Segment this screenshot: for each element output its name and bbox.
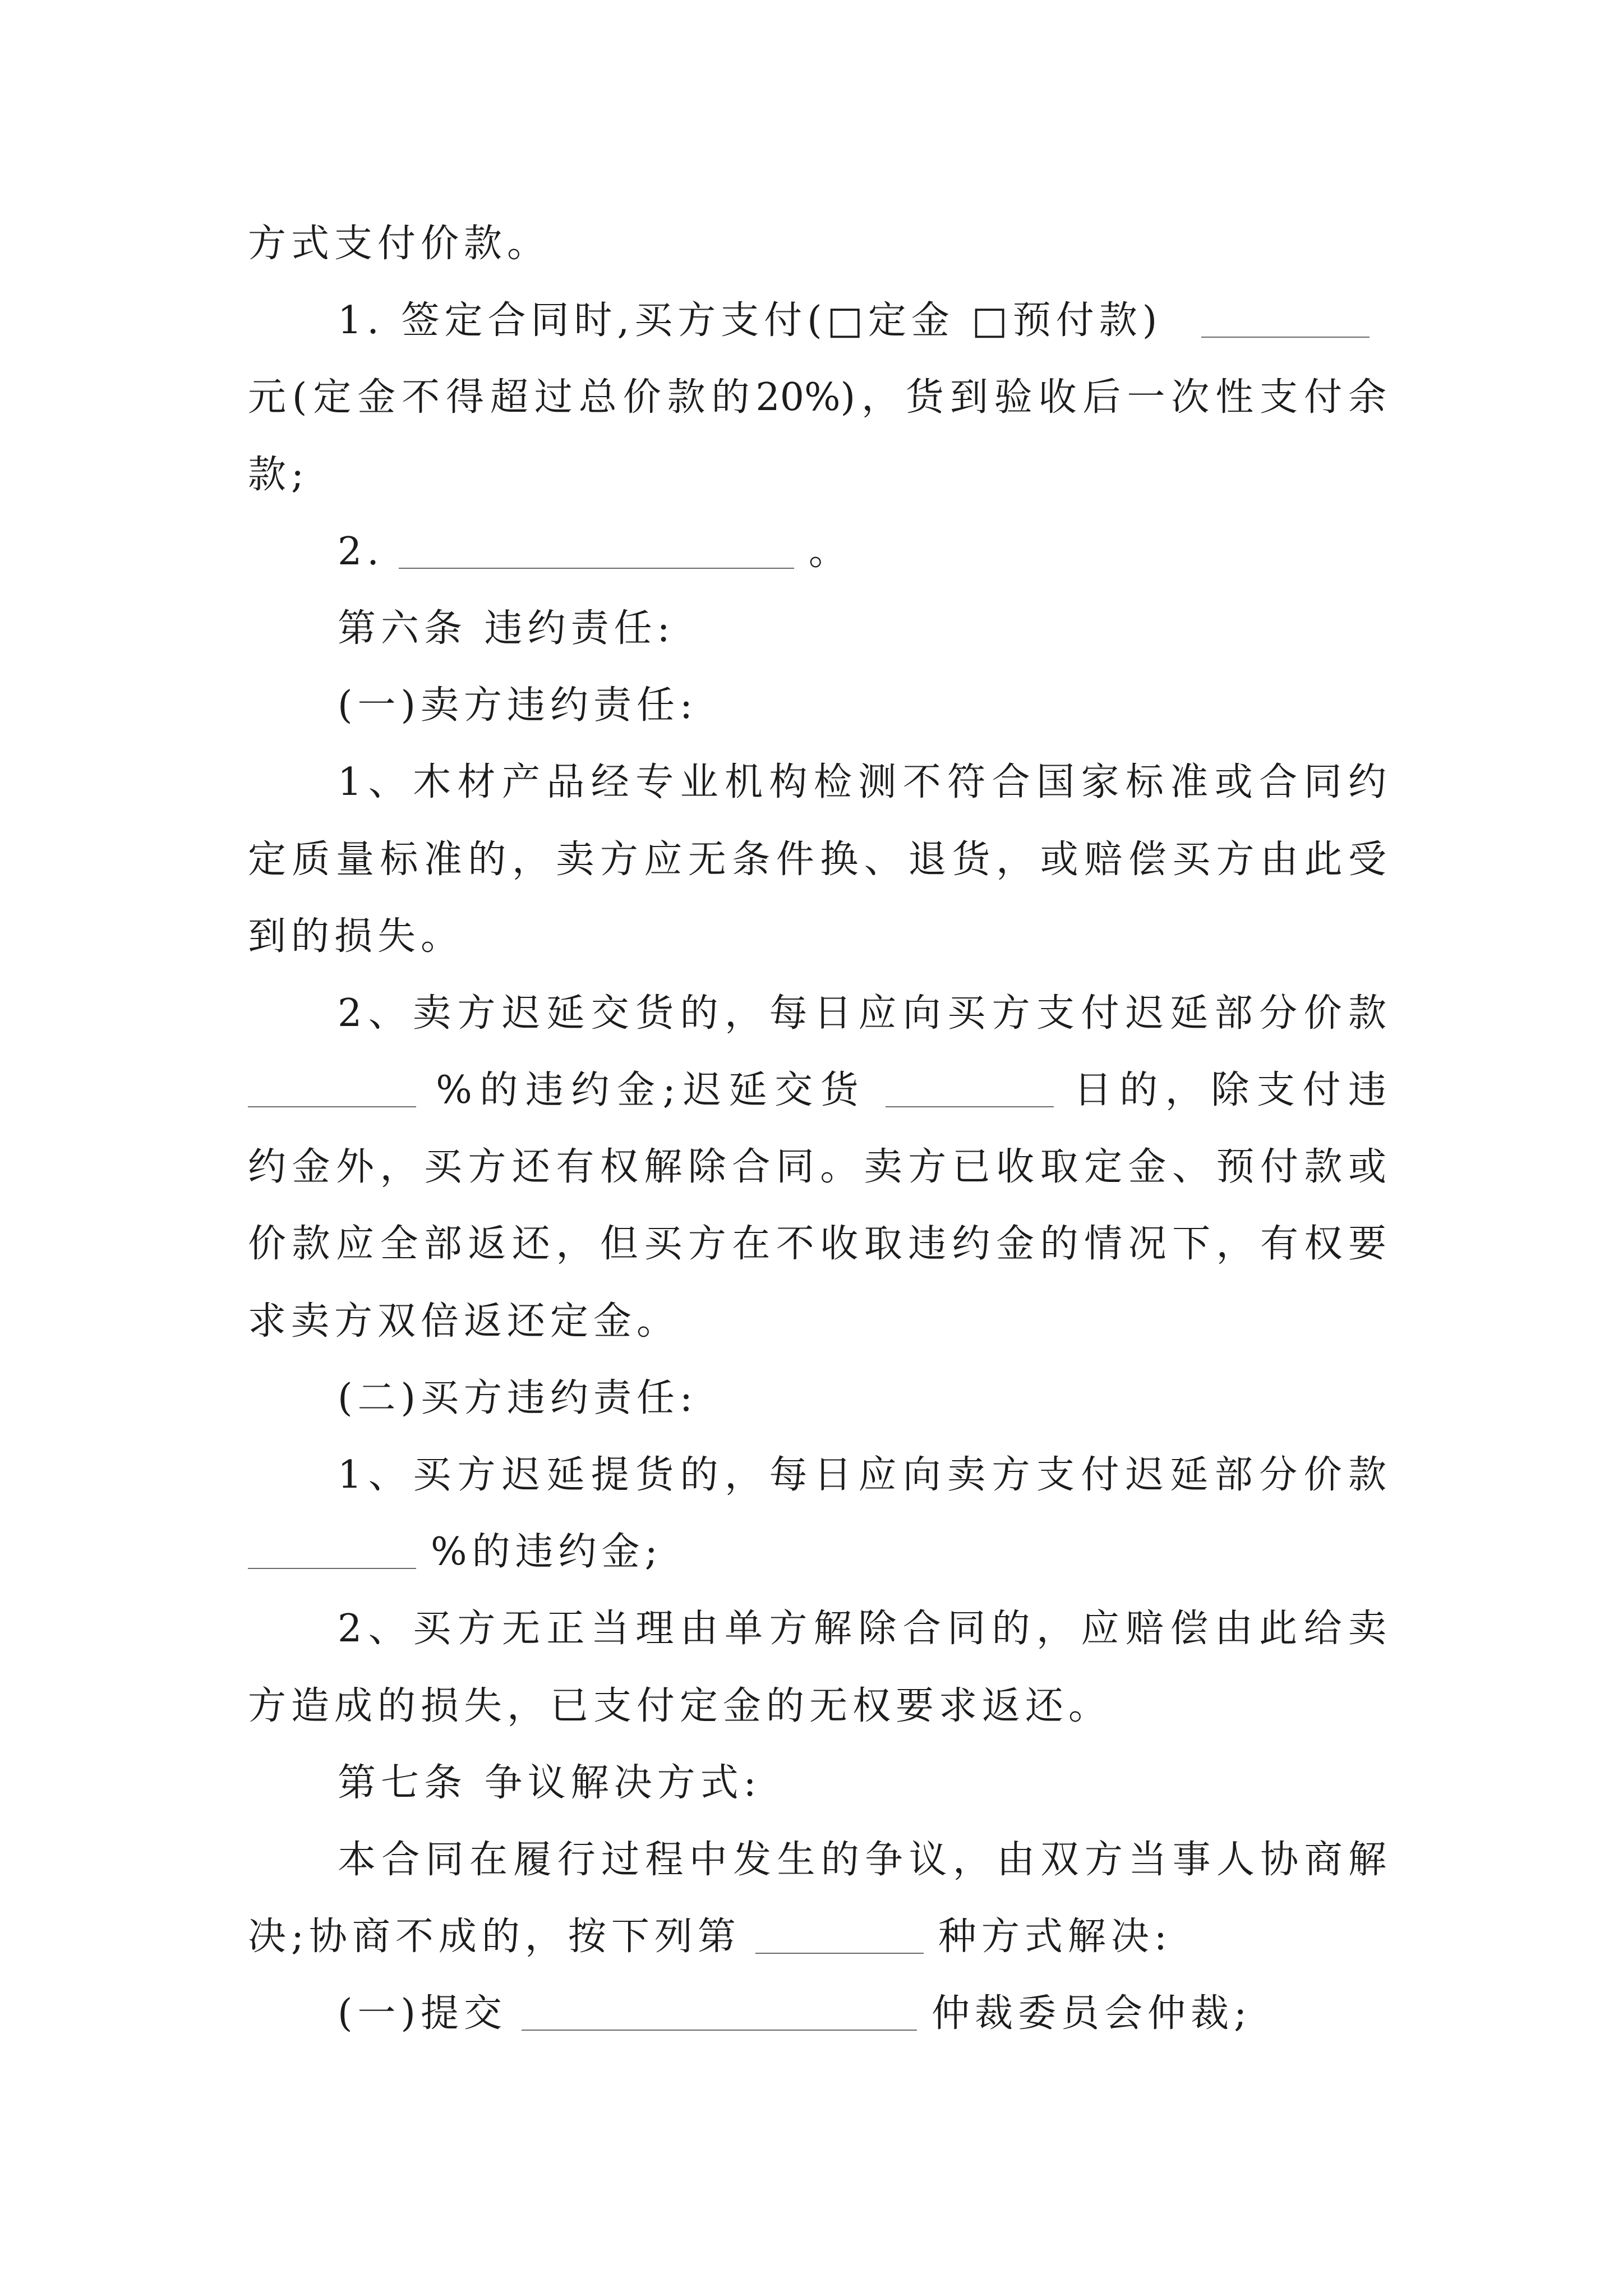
buyer-liability-heading	[248, 1360, 1386, 1437]
amount-blank	[1201, 302, 1370, 338]
article7-heading	[248, 1745, 1386, 1821]
payment-intro-text: 方式支付价款。	[248, 222, 551, 266]
seller-item1-line2	[248, 821, 1386, 898]
seller-item2-line3	[248, 1129, 1386, 1205]
seller-item1-text: 定质量标准的，卖方应无条件换、退货，或赔偿买方由此受	[248, 837, 1386, 882]
payment-item1-text: 元(定金不得超过总价款的20%)，货到验收后一次性支付余	[248, 375, 1386, 420]
article6-heading-text: 第六条 违约责任:	[338, 606, 675, 651]
article6-heading	[248, 590, 1386, 667]
payment-intro-line	[248, 205, 1386, 282]
buyer-penalty-rate-blank	[248, 1534, 416, 1569]
seller-item2-line4	[248, 1205, 1386, 1282]
delay-days-blank	[886, 1072, 1054, 1107]
arbitration-option-suffix: 仲裁委员会仲裁;	[932, 1991, 1252, 2036]
contract-text	[248, 205, 1386, 2053]
buyer-item2-text: 方造成的损失，已支付定金的无权要求返还。	[248, 1683, 1112, 1728]
buyer-item2-text: 2、买方无正当理由单方解除合同的，应赔偿由此给卖	[338, 1607, 1386, 1651]
payment-item2-end: 。	[808, 529, 852, 574]
buyer-liability-heading-text: (二)买方违约责任:	[338, 1375, 698, 1420]
seller-item2-text: 2、卖方迟延交货的，每日应向买方支付迟延部分价款	[338, 991, 1386, 1036]
buyer-item2-line1	[248, 1590, 1386, 1667]
seller-liability-heading	[248, 667, 1386, 744]
payment-item1-line3	[248, 436, 1386, 513]
seller-item2-days-text: 日的，除支付违	[1073, 1068, 1386, 1113]
payment-item1-text: 款;	[248, 452, 309, 497]
article7-choice-suffix: 种方式解决:	[938, 1915, 1172, 1959]
resolution-choice-blank	[755, 1918, 924, 1954]
seller-item1-line1	[248, 744, 1386, 821]
buyer-item1-penalty-text: %的违约金;	[431, 1530, 663, 1575]
seller-item2-text: 价款应全部返还，但买方在不收取违约金的情况下，有权要	[248, 1222, 1386, 1267]
seller-item2-penalty-text: %的违约金;迟延交货	[436, 1068, 866, 1113]
payment-item1-text: 1. 签定合同时,买方支付(□定金 □预付款)	[338, 298, 1163, 343]
seller-item2-text: 求卖方双倍返还定金。	[248, 1299, 680, 1343]
arbitration-option-prefix: (一)提交	[338, 1991, 508, 2036]
payment-item2-label: 2.	[338, 529, 384, 574]
buyer-item1-line1	[248, 1437, 1386, 1513]
seller-item1-text: 1、木材产品经专业机构检测不符合国家标准或合同约	[338, 760, 1386, 805]
seller-liability-heading-text: (一)卖方违约责任:	[338, 683, 698, 728]
seller-item2-line2	[248, 1052, 1386, 1129]
buyer-item2-line2	[248, 1668, 1386, 1745]
seller-item2-text: 约金外，买方还有权解除合同。卖方已收取定金、预付款或	[248, 1145, 1386, 1190]
article7-body-line2	[248, 1898, 1386, 1975]
seller-item1-text: 到的损失。	[248, 914, 464, 959]
article7-body-text: 本合同在履行过程中发生的争议，由双方当事人协商解	[338, 1837, 1386, 1882]
penalty-rate-blank	[248, 1072, 416, 1107]
arbitration-commission-blank	[522, 1995, 917, 2031]
payment-item1-line1	[248, 282, 1386, 359]
payment-item2-line	[248, 513, 1386, 590]
seller-item2-line5	[248, 1283, 1386, 1360]
article7-choice-prefix: 决;协商不成的，按下列第	[248, 1915, 741, 1959]
buyer-item1-text: 1、买方迟延提货的，每日应向卖方支付迟延部分价款	[338, 1453, 1386, 1497]
article7-body-line1	[248, 1821, 1386, 1898]
payment-item1-line2	[248, 359, 1386, 436]
article7-heading-text: 第七条 争议解决方式:	[338, 1760, 762, 1805]
buyer-item1-line2	[248, 1513, 1386, 1590]
article7-option1-line	[248, 1975, 1386, 2052]
seller-item1-line3	[248, 898, 1386, 975]
seller-item2-line1	[248, 975, 1386, 1052]
payment-method-blank	[399, 533, 794, 569]
